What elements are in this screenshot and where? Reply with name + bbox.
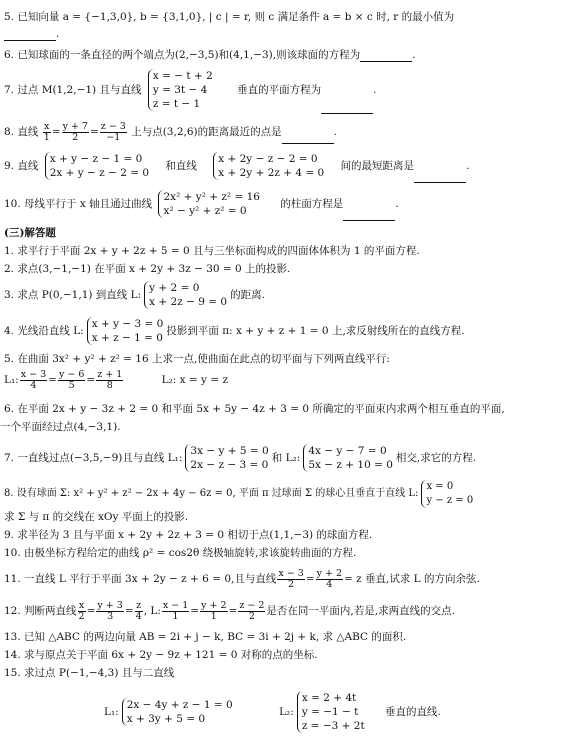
denominator: −1	[106, 131, 121, 143]
question-2: 2. 求点(3,−1,−1) 在平面 x + 2y + 3z − 30 = 0 上的投影.	[4, 263, 291, 275]
problem-5-answer: .	[4, 27, 59, 41]
fraction	[100, 122, 127, 143]
numerator: x − 1	[162, 599, 189, 611]
eq: x + 3y + 5 = 0	[126, 713, 206, 725]
fraction	[200, 601, 227, 622]
answer-blank	[414, 171, 466, 183]
question-11-text-2: = z 垂直,试求 L 的方向余弦.	[344, 573, 480, 585]
eq: x + 2z − 9 = 0	[149, 296, 228, 308]
problem-9: 9. 直线 x + y − z − 1 = 0 2x + y − z − 2 = 0 和直线 x + 2y − z − 2 = 0 x + 2y + 2z + 4 = 0 间的最短距离是 .	[4, 149, 469, 183]
question-12-text-2: 是否在同一平面内,若是,求两直线的交点.	[266, 605, 455, 617]
question-10: 10. 由极坐标方程给定的曲线 ρ² = cos2θ 绕极轴旋转,求该旋转曲面的方程.	[4, 547, 357, 559]
denominator: 1	[43, 131, 50, 143]
denominator: 3	[107, 610, 114, 622]
line-2: L₂: x = y = z	[161, 374, 228, 386]
numerator: z − 2	[239, 599, 265, 611]
line-system	[144, 281, 227, 309]
question-1: 1. 求平行于平面 2x + y + 2z + 5 = 0 且与三坐标面构成的四面体体积为 1 的平面方程.	[4, 245, 420, 257]
denominator: 2	[288, 578, 295, 590]
denominator: 1	[172, 610, 179, 622]
fraction	[78, 601, 86, 622]
eq: y − z = 0	[426, 494, 474, 506]
line-system-2	[213, 152, 324, 180]
denominator: 2	[72, 131, 79, 143]
fraction	[58, 370, 85, 391]
answer-blank	[343, 209, 395, 221]
question-7	[4, 441, 476, 475]
line-system-1	[185, 444, 268, 472]
problem-10-text: 10. 母线平行于 x 轴且通过曲线	[4, 198, 153, 210]
eq: x² − y² + z² = 0	[163, 205, 247, 217]
question-6-cont: 一个平面经过点(4,−3,1).	[0, 421, 121, 433]
numerator: y − 6	[58, 368, 85, 380]
denominator: 4	[30, 379, 37, 391]
denominator: 4	[135, 610, 142, 622]
eq: 2x − 4y + z − 1 = 0	[126, 699, 233, 711]
answer-blank	[321, 102, 373, 114]
eq: x + 2y − z − 2 = 0	[218, 153, 318, 165]
eq: y = 3t − 4	[152, 84, 208, 96]
eq: 3x − y + 5 = 0	[190, 445, 269, 457]
problem-6-text: 6. 已知球面的一条直径的两个端点为(2,−3,5)和(4,1,−3),则该球面的方程为	[4, 49, 361, 61]
question-11: 11. 一直线 L 平行于平面 3x + 2y − z + 6 = 0,且与直线 $\frac{x - 3}{2}$ = $\frac{y + 2}{4}$ = z 垂直,试求 L 的方向余弦.	[4, 567, 480, 590]
eq: 2x² + y² + z² = 16	[163, 191, 260, 203]
question-13: 13. 已知 △ABC 的两边向量 AB = 2i + j − k, BC = 3i + 2j + k, 求 △ABC 的面积.	[4, 631, 407, 643]
numerator: y + 2	[316, 567, 342, 579]
fraction	[162, 601, 189, 622]
problem-9-text-3: 间的最短距离是	[340, 160, 415, 172]
eq: x + y − z − 1 = 0	[49, 153, 143, 165]
question-7-text-3: 相交,求它的方程.	[395, 452, 477, 464]
line-label-1: L₁:	[104, 706, 119, 718]
numerator: x − 3	[278, 567, 304, 579]
line-system-2	[297, 691, 365, 733]
numerator: z − 3	[100, 120, 126, 132]
eq: x = 2 + 4t	[301, 692, 357, 704]
fraction	[135, 601, 143, 622]
eq: x + y − 3 = 0	[91, 318, 164, 330]
line-label: L₁:	[4, 374, 19, 386]
section-heading: (三)解答题	[4, 227, 56, 239]
problem-9-text: 9. 直线	[4, 160, 39, 172]
question-4	[4, 315, 465, 347]
line-system-1	[122, 698, 233, 726]
fraction	[277, 569, 304, 590]
eq: y = −1 − t	[301, 706, 359, 718]
curve-system	[158, 190, 259, 218]
fraction	[96, 370, 123, 391]
question-12: 12. 判断两直线 $\frac{x}{2}$ = $\frac{y + 3}{3}$ = $\frac{z}{4}$ , L: $\frac{x - 1}{1}$ = $\frac{y + 2}{1}$ = $\frac{z - 2}{2}$ 是否在同一平面内,若是,求两直线的交点.	[4, 599, 455, 622]
denominator: 5	[68, 379, 75, 391]
problem-5	[4, 10, 454, 24]
numerator: y + 3	[97, 599, 123, 611]
question-3	[4, 279, 265, 311]
problem-8-text: 8. 直线	[4, 126, 39, 138]
question-15-lines	[104, 684, 441, 740]
question-14: 14. 求与原点关于平面 6x + 2y − 9z + 121 = 0 对称的点的坐标.	[4, 649, 318, 661]
question-15: 15. 求过点 P(−1,−4,3) 且与二直线	[4, 667, 175, 679]
eq: z = −3 + 2t	[301, 720, 365, 732]
numerator: x	[44, 120, 50, 132]
eq: z = t − 1	[152, 98, 201, 110]
problem-7: 7. 过点 M(1,2,−1) 且与直线 x = − t + 2 y = 3t − 4 z = t − 1 垂直的平面方程为 .	[4, 66, 376, 114]
denominator: 2	[248, 610, 255, 622]
line-system	[148, 69, 213, 111]
fraction	[316, 569, 343, 590]
eq: y + 2 = 0	[149, 282, 200, 294]
eq: 5x − z + 10 = 0	[308, 459, 393, 471]
fraction	[96, 601, 123, 622]
line-system	[87, 317, 164, 345]
separator: , L:	[143, 605, 161, 617]
question-4-text: 4. 光线沿直线 L:	[4, 325, 84, 337]
problem-10-text-2: 的柱面方程是	[280, 198, 344, 210]
question-5: 5. 在曲面 3x² + y² + z² = 16 上求一点,使曲面在此点的切平面与下列两直线平行:	[4, 353, 390, 365]
problem-8: 8. 直线 $\frac{x}{1}$ = $\frac{y + 7}{2}$ = $\frac{z - 3}{-1}$ 上与点(3,2,6)的距离最近的点是 .	[4, 120, 337, 143]
eq: x + 2y + 2z + 4 = 0	[218, 167, 325, 179]
fraction	[20, 370, 47, 391]
numerator: z + 1	[97, 368, 123, 380]
eq: x = − t + 2	[152, 70, 213, 82]
fraction	[238, 601, 265, 622]
numerator: y + 2	[201, 599, 227, 611]
question-15-text-2: 垂直的直线.	[385, 706, 441, 718]
eq: 4x − y − 7 = 0	[308, 445, 387, 457]
question-3-text-2: 的距离.	[230, 289, 265, 301]
denominator: 8	[106, 379, 113, 391]
numerator: x − 3	[20, 368, 47, 380]
fraction	[43, 122, 51, 143]
problem-10: 10. 母线平行于 x 轴且通过曲线 2x² + y² + z² = 16 x² − y² + z² = 0 的柱面方程是 .	[4, 187, 399, 221]
question-5-lines: L₁: $\frac{x - 3}{4}$ = $\frac{y - 6}{5}$ = $\frac{z + 1}{8}$ L₂: x = y = z	[4, 368, 228, 391]
eq: 2x + y − z − 2 = 0	[49, 167, 150, 179]
answer-blank	[360, 50, 412, 62]
line-system	[421, 480, 473, 508]
denominator: 2	[78, 610, 85, 622]
problem-8-text-2: 上与点(3,2,6)的距离最近的点是	[131, 126, 282, 138]
question-3-text: 3. 求点 P(0,−1,1) 到直线 L:	[4, 289, 142, 301]
eq: x + z − 1 = 0	[91, 332, 163, 344]
eq: x = 0	[426, 480, 454, 492]
eq: 2x − z − 3 = 0	[190, 459, 269, 471]
numerator: x	[78, 599, 85, 611]
question-8-cont: 求 Σ 与 π 的交线在 xOy 平面上的投影.	[4, 511, 189, 523]
question-12-text: 12. 判断两直线	[4, 605, 77, 617]
problem-5-text: 5. 已知向量 a = {−1,3,0}, b = {3,1,0}, | c | = r, 则 c 满足条件 a = b × c 时, r 的最小值为	[4, 11, 455, 23]
question-6: 6. 在平面 2x + y − 3z + 2 = 0 和平面 5x + 5y − 4z + 3 = 0 所确定的平面束内求两个相互垂直的平面,	[4, 403, 505, 415]
question-4-text-2: 投影到平面 π: x + y + z + 1 = 0 上,求反射线所在的直线方程.	[166, 325, 465, 337]
problem-7-text-2: 垂直的平面方程为	[237, 84, 322, 96]
question-8-text: 8. 设有球面 Σ: x² + y² + z² − 2x + 4y − 6z = 0, 平面 π 过球面 Σ 的球心且垂直于直线 L:	[4, 488, 419, 499]
answer-blank	[282, 132, 334, 144]
question-9: 9. 求半径为 3 且与平面 x + 2y + 2z + 3 = 0 相切于点(1,1,−3) 的球面方程.	[4, 529, 373, 541]
denominator: 1	[210, 610, 217, 622]
line-system-2	[303, 444, 393, 472]
problem-6: 6. 已知球面的一条直径的两个端点为(2,−3,5)和(4,1,−3),则该球面的方程为 .	[4, 49, 416, 61]
question-7-text: 7. 一直线过点(−3,5,−9)且与直线 L₁:	[4, 452, 183, 464]
question-11-text: 11. 一直线 L 平行于平面 3x + 2y − z + 6 = 0,且与直线	[4, 573, 277, 585]
problem-7-text: 7. 过点 M(1,2,−1) 且与直线	[4, 84, 142, 96]
denominator: 4	[326, 578, 333, 590]
numerator: z	[136, 599, 142, 611]
problem-9-text-2: 和直线	[165, 160, 197, 172]
question-8	[4, 478, 476, 510]
fraction	[62, 122, 89, 143]
numerator: y + 7	[62, 120, 88, 132]
line-system-1	[45, 152, 149, 180]
line-label-2: L₂:	[279, 706, 294, 718]
answer-blank	[4, 29, 56, 41]
question-7-text-2: 和 L₂:	[271, 452, 301, 464]
